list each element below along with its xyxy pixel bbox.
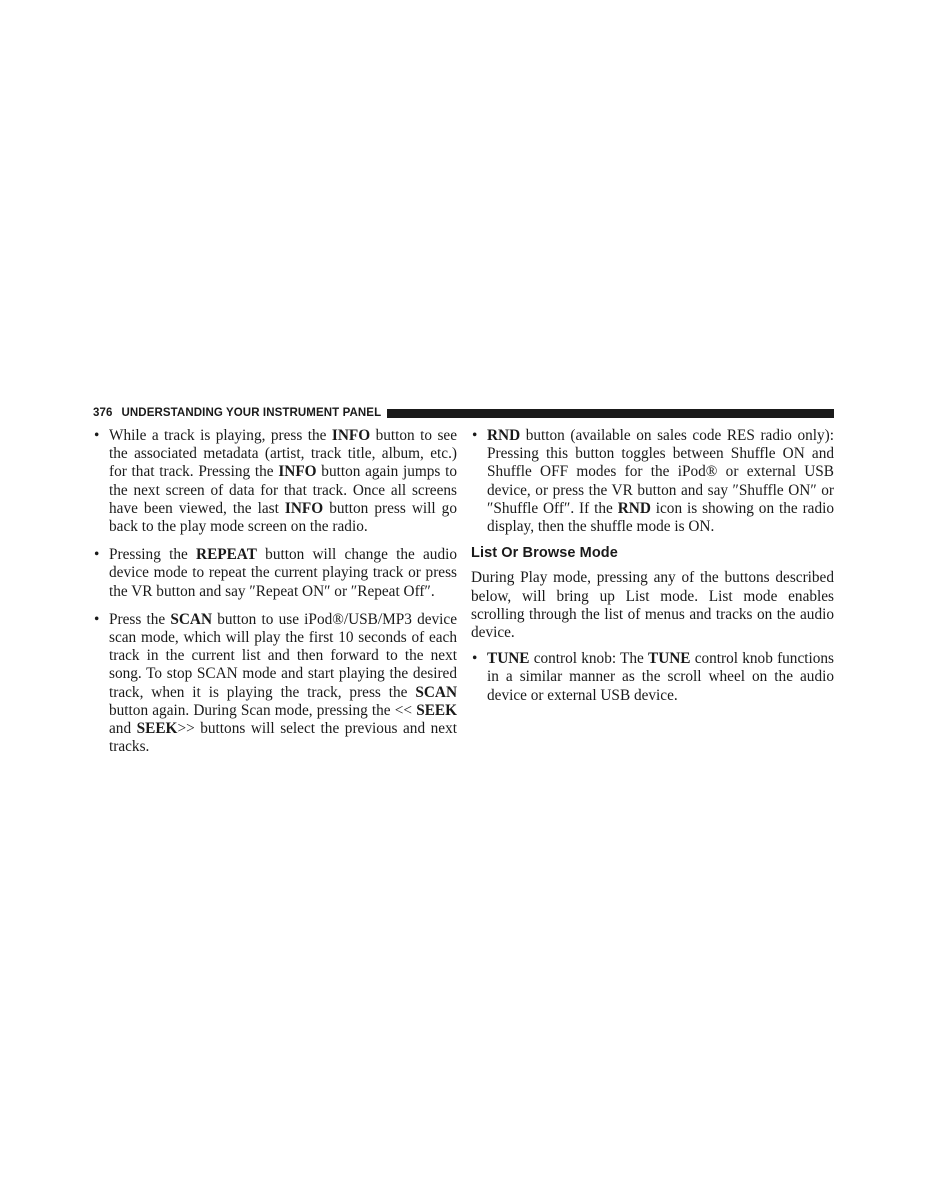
button-term: SEEK (136, 720, 178, 738)
left-column (93, 427, 457, 766)
button-term: INFO (331, 427, 371, 444)
text-run: Pressing the (109, 546, 197, 564)
text-run: button again. During Scan mode, pressing the << (109, 701, 417, 719)
text-run: button (available on sales code RES radio only): Pressing this button toggles between Shuffle ON and Shuffle OFF modes for the iPod® or external USB device, or press the VR button and say ″Shuffle ON″ or ″Shuffle Off″. If the (487, 427, 834, 517)
text-run: button will change the audio device mode to repeat the current playing track or press the VR button and say ″Repeat ON″ or ″Repeat Off″. (109, 546, 458, 600)
button-term: RND (487, 427, 521, 444)
bullet-scan (93, 611, 457, 757)
button-term: SEEK (416, 701, 457, 719)
bullet-info (93, 427, 457, 536)
button-term: TUNE (648, 650, 691, 668)
bullet-rnd (471, 427, 834, 536)
button-term: RND (617, 499, 651, 517)
text-run: and (109, 720, 137, 738)
text-run: button press will go back to the play mode screen on the radio. (109, 499, 457, 536)
button-term: TUNE (487, 650, 530, 668)
section-heading: List Or Browse Mode (471, 545, 618, 562)
intro-paragraph: During Play mode, pressing any of the buttons described below, will bring up List mode. List mode enables scrolling through the list of menus and tracks on the audio device. (471, 569, 834, 642)
text-run: >> buttons will select the previous and next tracks. (109, 720, 457, 756)
text-run: button to see the associated metadata (artist, track title, album, etc.) for that track. Pressing the (109, 427, 457, 481)
text-run: While a track is playing, press the (109, 427, 332, 444)
button-term: SCAN (170, 610, 213, 628)
right-column (471, 427, 834, 711)
button-term: REPEAT (196, 546, 257, 564)
text-run: control knob functions in a similar manner as the scroll wheel on the audio device or external USB device. (487, 650, 834, 704)
page-header (93, 405, 834, 421)
text-run: button again jumps to the next screen of data for that track. Once all screens have been viewed, the last (109, 463, 457, 517)
button-term: SCAN (415, 683, 457, 701)
text-run: icon is showing on the radio display, then the shuffle mode is ON. (487, 499, 835, 536)
section-title: UNDERSTANDING YOUR INSTRUMENT PANEL (121, 407, 382, 419)
header-rule (387, 409, 834, 418)
button-term: INFO (284, 499, 324, 517)
button-term: INFO (278, 463, 317, 481)
text-run: Press the (109, 610, 171, 628)
page-number: 376 (93, 407, 113, 419)
text-run: button to use iPod®/USB/MP3 device scan mode, which will play the first 10 seconds of each track in the current list and then forward to the next song. To stop SCAN mode and start playing the desired track, when it is playing the track, press the (109, 610, 457, 701)
text-run: control knob: The (529, 650, 649, 668)
bullet-tune (471, 650, 834, 705)
bullet-repeat (93, 546, 457, 601)
